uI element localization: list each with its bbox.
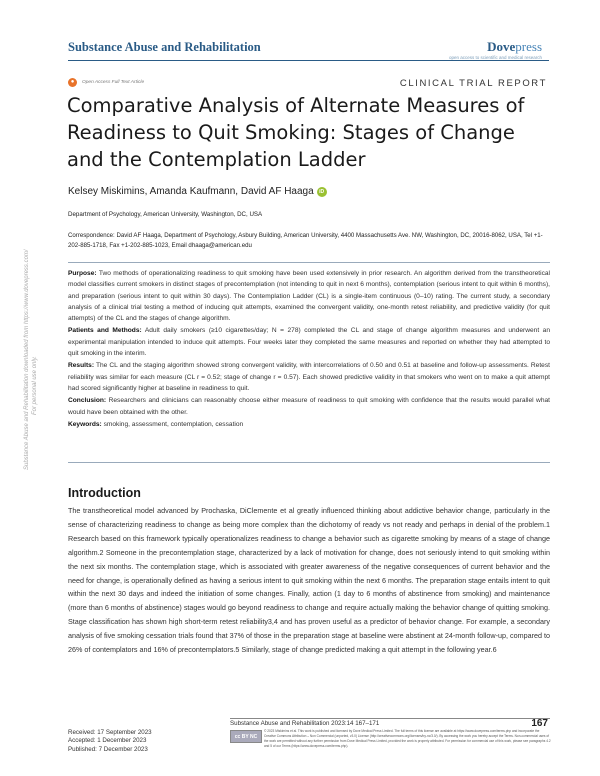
- keywords-text: smoking, assessment, contemplation, cessation: [103, 420, 244, 428]
- keywords-label: Keywords:: [68, 420, 102, 428]
- authors-text: Kelsey Miskimins, Amanda Kaufmann, David AF Haaga: [68, 186, 314, 197]
- author-list: [68, 186, 327, 197]
- affiliation: Department of Psychology, American University, Washington, DC, USA: [68, 211, 263, 218]
- methods-label: Patients and Methods:: [68, 327, 142, 335]
- journal-name[interactable]: Substance Abuse and Rehabilitation: [68, 40, 261, 54]
- header-divider: [68, 60, 549, 61]
- purpose-text: Two methods of operationalizing readiness to quit smoking have been used extensively in prior research. An algorithm derived from the transtheoretical model classifies current smokers in distinct stages of precontemplation (not intending to quit in next 6 months), contemplation (serious intent to quit within 6 months), and preparation (serious intent to quit within 30 days). The Contemplation Ladder (CL) is a single-item continuous (0–10) rating. The current study, a secondary analysis of a clinical trial testing a method of inducing quit attempts, examined the convergent validity, one-month retest reliability, and predictive validity (for quit attempts) of the CL and the stages of change algorithm.: [68, 270, 550, 323]
- results-text: The CL and the staging algorithm showed strong convergent validity, with intercorrelations of 0.50 and 0.51 at baseline and follow-up assessments. Retest reliability was similar for each measure (CL r = 0.52; stage of change r = 0.57). Each showed predictive validity in that smokers who went on to make a quit attempt had scored significantly higher at baseline in readiness to quit.: [68, 362, 550, 392]
- footer-citation: Substance Abuse and Rehabilitation 2023:14 167–171: [230, 720, 380, 727]
- download-watermark: [18, 190, 58, 470]
- article-title: Comparative Analysis of Alternate Measures of Readiness to Quit Smoking: Stages of Change and the Contemplation Ladder: [67, 94, 525, 171]
- open-access-text: Open Access Full Text Article: [82, 80, 145, 85]
- abstract-purpose: [68, 268, 550, 324]
- received-date: Received: 17 September 2023: [68, 729, 152, 736]
- publisher-name-press: press: [515, 39, 542, 54]
- abstract-conclusion: [68, 395, 550, 418]
- methods-text: Adult daily smokers (≥10 cigarettes/day; N = 278) completed the CL and stage of change algorithm measures and underwent an experimental manipulation intended to induce quit attempts. Four weeks later they completed the same measures and reported on whether they had attempted to quit smoking in the interim.: [68, 327, 550, 358]
- article-type: CLINICAL TRIAL REPORT: [399, 78, 547, 89]
- open-access-label: [68, 78, 144, 87]
- license-text: © 2023 Miskimins et al. This work is published and licensed by Dove Medical Press Limited. The full terms of this license are available at https://www.dovepress.com/terms.php and incorporate the Creative Commons Attribution – Non Commercial (unported, v3.0) License (http://creativecommons.org/licenses/by-nc/3.0/). By accessing the work you hereby accept the Terms. Non-commercial uses of the work are permitted without any further permission from Dove Medical Press Limited, provided the work is properly attributed. For permission for commercial use of this work, please see paragraphs 4.2 and 5 of our Terms (https://www.dovepress.com/terms.php).: [264, 729, 551, 748]
- abstract-methods: [68, 325, 550, 359]
- conclusion-label: Conclusion:: [68, 397, 107, 405]
- published-date: Published: 7 December 2023: [68, 745, 148, 753]
- introduction-heading: Introduction: [68, 486, 141, 500]
- watermark-line1: Substance Abuse and Rehabilitation downloaded from https://www.dovepress.com/: [24, 249, 30, 470]
- open-access-lock-icon: ●: [68, 78, 77, 87]
- cc-badge-text: cc BY NC: [234, 733, 258, 740]
- page-number: 167: [531, 718, 548, 729]
- cc-license-badge[interactable]: [230, 730, 262, 743]
- watermark-line2: For personal use only.: [32, 356, 38, 415]
- abstract-top-divider: [68, 262, 550, 263]
- abstract-keywords: [68, 419, 550, 430]
- publisher-logo[interactable]: [487, 38, 542, 56]
- orcid-icon[interactable]: iD: [317, 187, 327, 197]
- footer-divider: [230, 718, 550, 719]
- watermark-svg: [18, 190, 58, 470]
- accepted-date: Accepted: 1 December 2023: [68, 737, 147, 745]
- results-label: Results:: [68, 362, 95, 370]
- conclusion-text: Researchers and clinicians can reasonably choose either measure of readiness to quit smoking with confidence that the results would parallel what would have been obtained with the other.: [68, 397, 550, 416]
- abstract-bottom-divider: [68, 462, 550, 463]
- introduction-body: The transtheoretical model advanced by Prochaska, DiClemente et al greatly influenced thinking about addictive behavior change, particularly in the sense of characterizing readiness to change as being more complex than the dichotomy of ready vs not ready and perhaps in denial of the problem.1 Research based on this framework typically operationalizes readiness to change a behavior such as cigarette smoking by means of a stage of change algorithm.2 Someone in the precontemplation stage, characterized by a lack of motivation for change, does not seriously intend to quit smoking within the next six months. The contemplation stage, which is associated with greater awareness of the negative consequences of current behavior and the need for change, is operationally defined as having a serious intent to quit smoking within the next 6 months. The preparation stage entails intent to quit within the next 30 days and indeed the initiation of some changes. Finally, action (1 day to 6 months of abstinence from smoking) and maintenance (more than 6 months of abstinence) stages would go beyond readiness to change and require actually making the behavior change of quitting smoking. Stage classification has shown high short-term retest reliability3,4 and has proven useful as a predictor of behavior change. For example, a secondary analysis of five smoking cessation trials found that 37% of those in the preparation stage at baseline were abstinent at 24-month follow-up, compared to 26% of contemplators and 16% of precontemplators.5 Similarly, stage of change predicted making a quit attempt in the following year.6: [68, 506, 550, 655]
- abstract-results: [68, 360, 550, 394]
- publisher-name-dove: Dove: [487, 39, 516, 54]
- publisher-tagline: open access to scientific and medical research: [448, 55, 542, 60]
- abstract: [68, 268, 550, 431]
- article-dates: [68, 729, 152, 754]
- correspondence: Correspondence: David AF Haaga, Department of Psychology, Asbury Building, American University, 4400 Massachusetts Ave. NW, Washington, DC, 20016-8062, USA, Tel +1-202-885-1718, Fax +1-202-885-1023, Email dhaaga@american.edu: [68, 232, 543, 249]
- purpose-label: Purpose:: [68, 270, 97, 277]
